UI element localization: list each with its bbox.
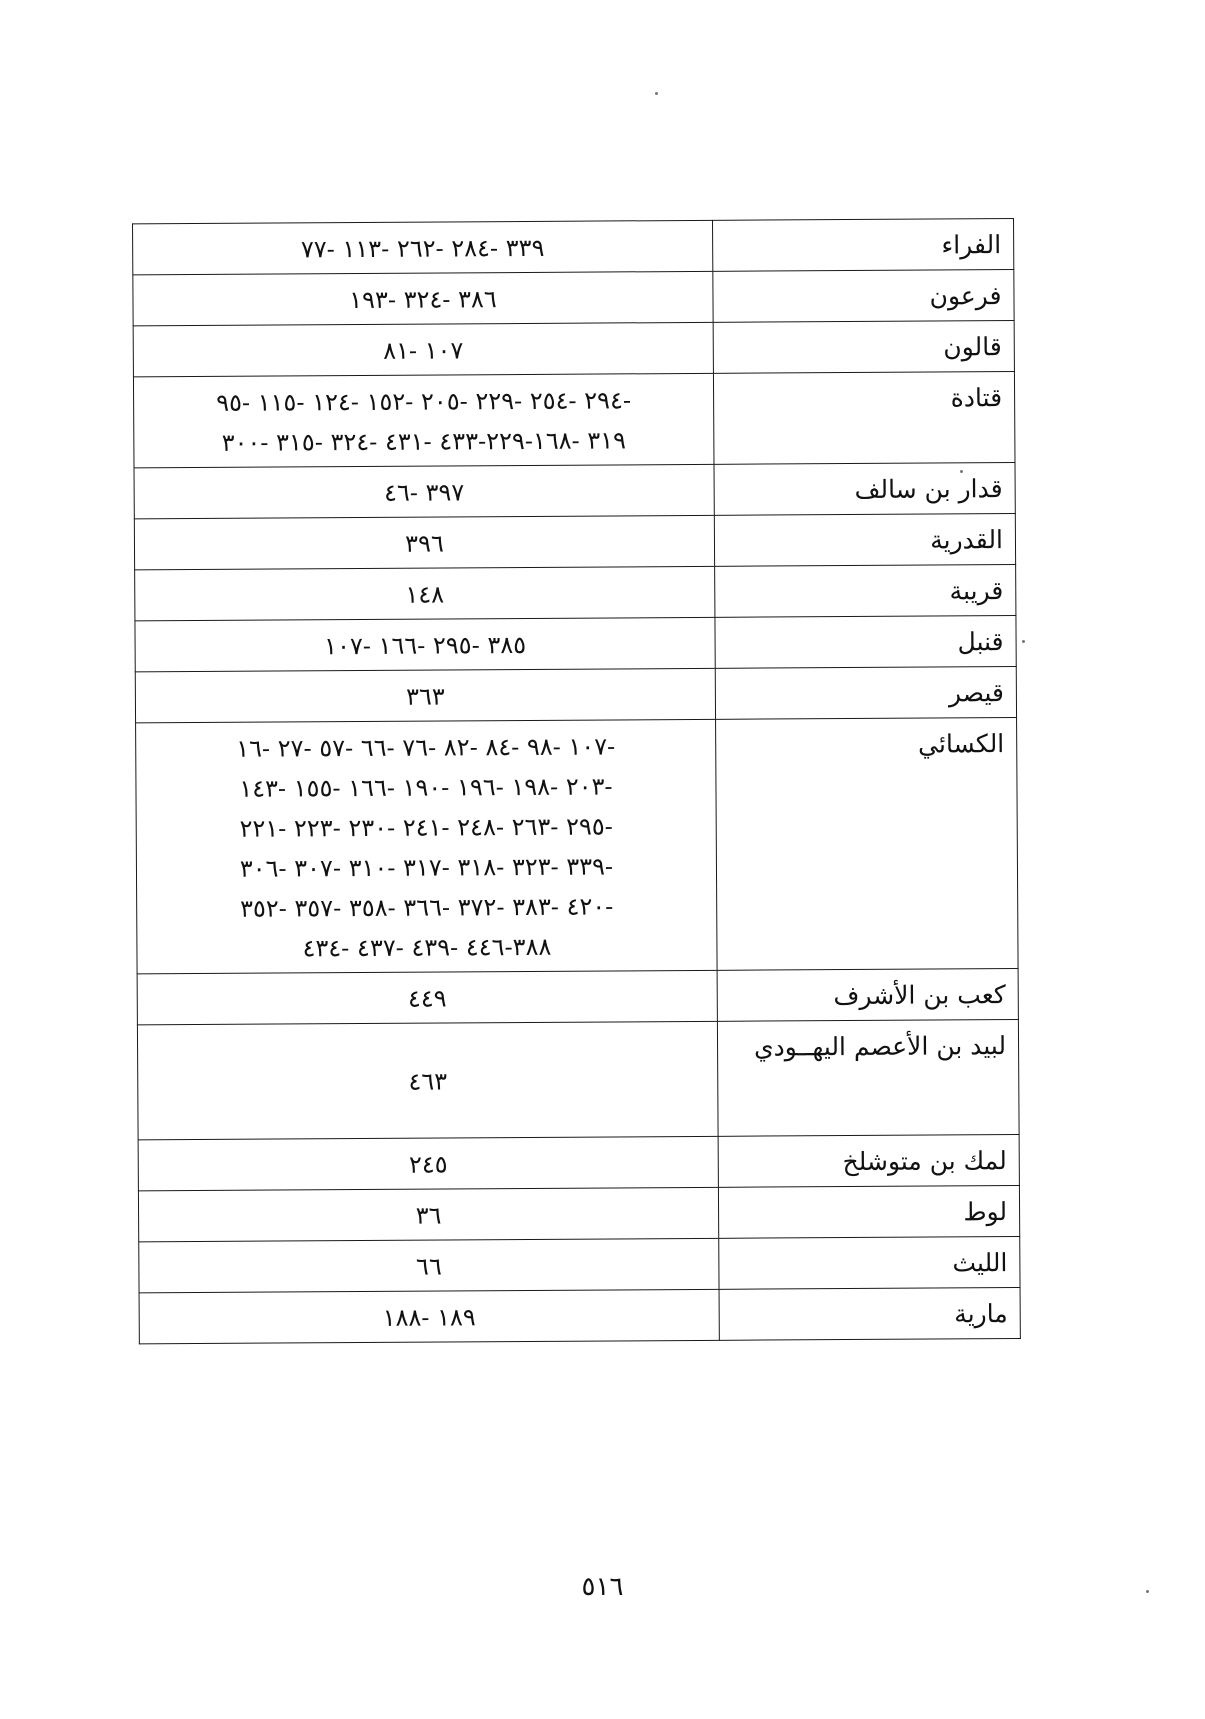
entry-name: قالون [713, 321, 1014, 374]
page-refs-line: ٤٦٣ [408, 1067, 448, 1096]
index-row [137, 1019, 1019, 1139]
page-refs-line: -٤٢٠ -٣٨٣ -٣٧٢ -٣٦٦ -٣٥٨ -٣٥٧ -٣٥٢ [239, 892, 614, 923]
entry-pages [134, 464, 714, 519]
entry-pages [139, 1238, 719, 1293]
entry-name: القدرية [714, 513, 1015, 566]
page-refs-line: ٣١٩ -١٦٨-٢٢٩-٤٣٣ -٤٣١ -٣٢٤ -٣١٥ -٣٠٠ [221, 426, 627, 457]
entry-name: مارية [719, 1287, 1020, 1340]
page-refs-line: ٦٦ [415, 1252, 442, 1281]
page-number: ٥١٦ [581, 1572, 624, 1602]
index-row [138, 1185, 1019, 1241]
entry-pages [138, 1187, 718, 1242]
page-refs-line: -٢٠٣ -١٩٨ -١٩٦ -١٩٠ -١٦٦ -١٥٥ -١٤٣ [239, 772, 613, 803]
entry-pages [136, 719, 718, 974]
index-row [136, 717, 1019, 973]
page-refs-line: ٤٤٩ [407, 984, 447, 1013]
scan-speck [655, 92, 658, 95]
entry-pages [134, 515, 714, 570]
entry-pages [133, 322, 713, 377]
entry-pages [135, 566, 715, 621]
entry-pages [139, 1289, 719, 1344]
entry-pages [137, 1021, 718, 1140]
index-row [134, 513, 1015, 569]
scan-speck [960, 470, 963, 473]
entry-name: لبيد بن الأعصم اليهــودي [717, 1019, 1019, 1136]
entry-name: لمك بن متوشلخ [718, 1134, 1019, 1187]
page-refs-line: ٣٣٩ -٢٨٤ -٢٦٢ -١١٣ -٧٧ [300, 233, 545, 264]
index-row [135, 615, 1016, 671]
page-refs-line: -٢٩٤ -٢٥٤ -٢٢٩ -٢٠٥ -١٥٢ -١٢٤ -١١٥ -٩٥ [216, 386, 632, 417]
entry-pages [137, 970, 717, 1025]
index-row [137, 968, 1018, 1024]
entry-name: قريبة [715, 564, 1016, 617]
entry-pages [135, 668, 715, 723]
entry-name: الكسائي [716, 717, 1019, 970]
index-row [135, 666, 1016, 722]
index-row [138, 1134, 1019, 1190]
index-row [133, 219, 1014, 275]
scan-speck [1146, 1590, 1149, 1593]
entry-pages [133, 220, 713, 275]
page-refs-line: ٢٤٥ [408, 1150, 448, 1179]
entry-name: الليث [719, 1236, 1020, 1289]
entry-name: الفراء [713, 219, 1014, 272]
entry-name: قدار بن سالف [714, 462, 1015, 515]
index-table-body [133, 219, 1021, 1344]
index-table [132, 218, 1021, 1344]
entry-name: لوط [718, 1185, 1019, 1238]
page-refs-line: ٣٩٧ -٤٦ [383, 478, 465, 507]
page-refs-line: ٣٨٨-٤٤٦ -٤٣٩ -٤٣٧ -٤٣٤ [302, 932, 552, 963]
scan-speck [1022, 640, 1025, 643]
page-refs-line: ١٨٩ -١٨٨ [382, 1303, 476, 1332]
entry-name: قيصر [715, 666, 1016, 719]
entry-pages [135, 617, 715, 672]
index-row [139, 1287, 1020, 1343]
entry-name: كعب بن الأشرف [717, 968, 1018, 1021]
entry-pages [138, 1136, 718, 1191]
entry-name: فرعون [713, 270, 1014, 323]
entry-name: قتادة [713, 372, 1015, 465]
page-refs-line: ٣٦ [415, 1201, 442, 1230]
entry-pages [133, 373, 714, 468]
index-row [135, 564, 1016, 620]
index-row [133, 321, 1014, 377]
page-refs-line: ١٠٧ -٨١ [383, 336, 464, 365]
page-refs-line: ٣٨٦ -٣٢٤ -١٩٣ [349, 285, 497, 315]
index-row [133, 270, 1014, 326]
page-refs-line: -٢٩٥ -٢٦٣ -٢٤٨ -٢٤١ -٢٣٠ -٢٢٣ -٢٢١ [239, 812, 613, 843]
entry-name: قنبل [715, 615, 1016, 668]
page-refs-line: ٣٩٦ [405, 529, 444, 558]
page-refs-line: ١٤٨ [405, 580, 445, 609]
page-refs-line: -٣٣٩ -٣٢٣ -٣١٨ -٣١٧ -٣١٠ -٣٠٧ -٣٠٦ [239, 852, 614, 883]
page-refs-line: -١٠٧ -٩٨ -٨٤ -٨٢ -٧٦ -٦٦ -٥٧ -٢٧ -١٦ [236, 732, 616, 763]
page-refs-line: ٣٦٣ [405, 682, 445, 711]
index-row [134, 462, 1015, 518]
entry-pages [133, 271, 713, 326]
page-refs-line: ٣٨٥ -٢٩٥ -١٦٦ -١٠٧ [324, 630, 527, 661]
index-row [139, 1236, 1020, 1292]
index-row [133, 372, 1015, 468]
